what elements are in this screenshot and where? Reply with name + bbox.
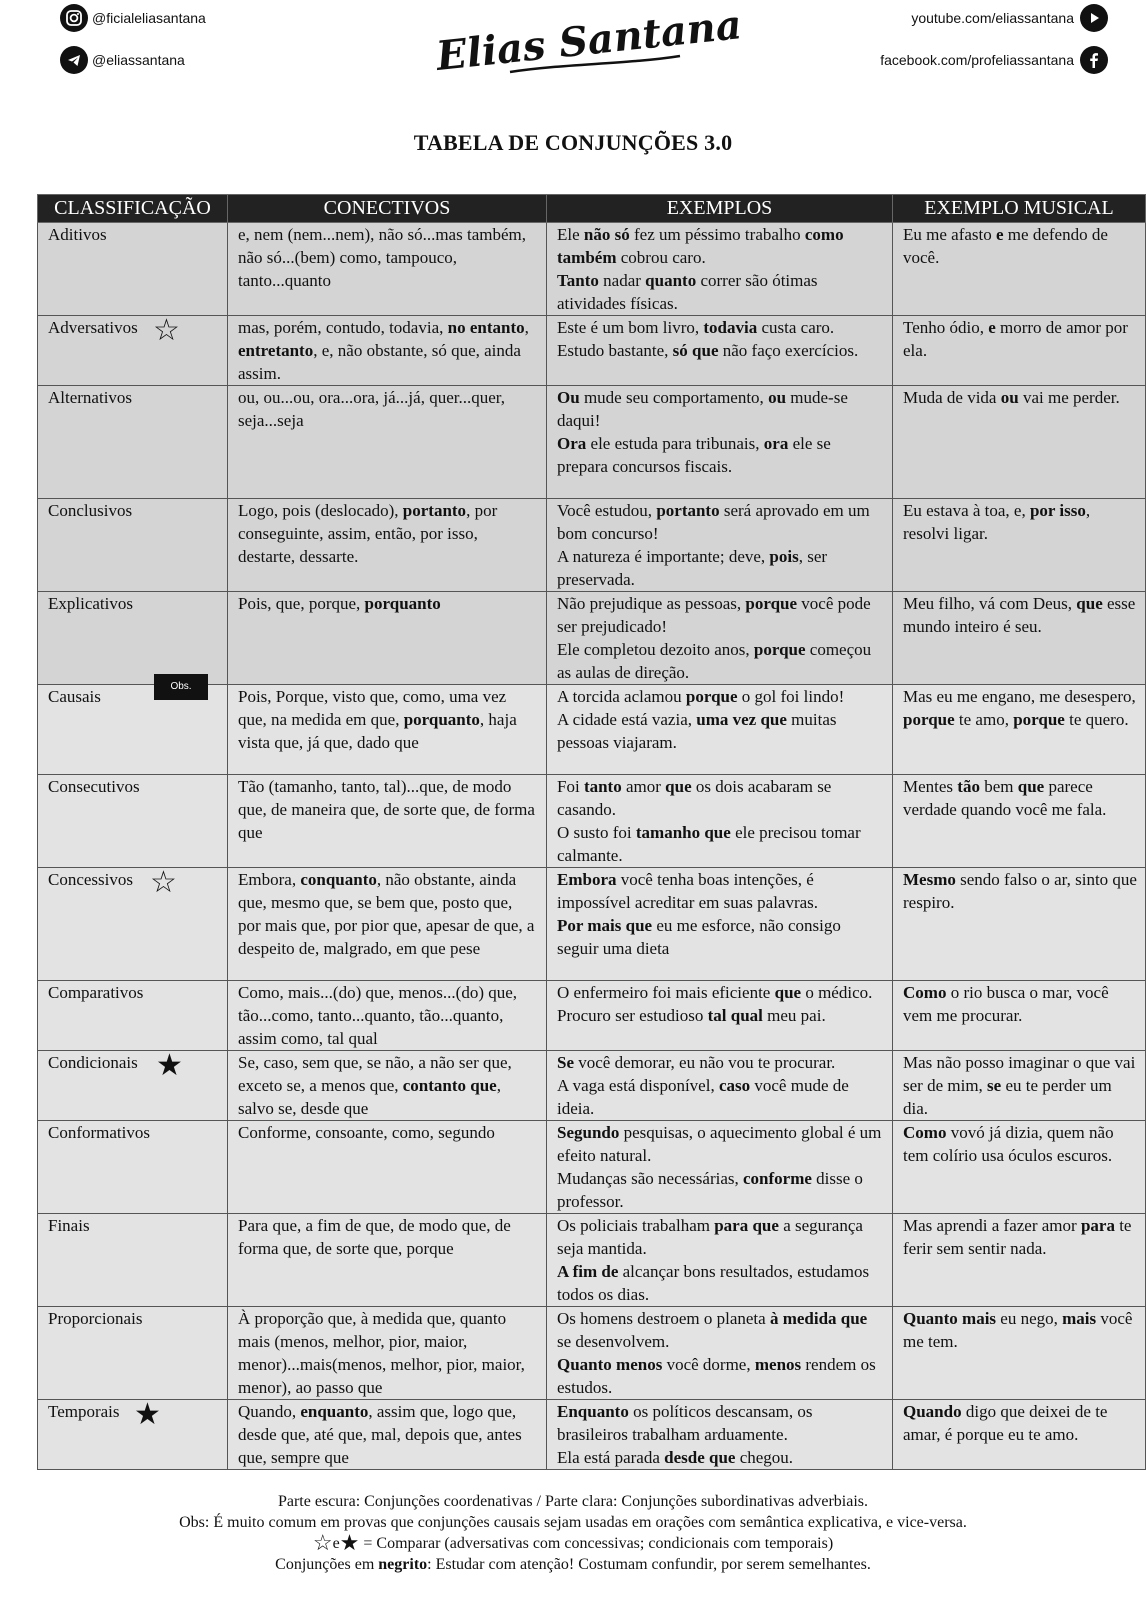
table-row: [38, 592, 1146, 685]
conectivos-cell: Conforme, consoante, como, segundo: [228, 1121, 547, 1214]
conectivos-cell: Pois, que, porque, porquanto: [228, 592, 547, 685]
classificacao-cell: [38, 1214, 228, 1307]
table-row: [38, 1307, 1146, 1400]
table-row: [38, 1051, 1146, 1121]
classificacao-label: Temporais: [48, 1402, 120, 1421]
exemplo-musical-cell: Quando digo que deixei de te amar, é porque eu te amo.: [893, 1400, 1146, 1470]
conectivos-cell: Pois, Porque, visto que, como, uma vez que, na medida em que, porquanto, haja vista que, já que, dado que: [228, 685, 547, 775]
exemplos-cell: Os homens destroem o planeta à medida que se desenvolvem. Quanto menos você dorme, menos rendem os estudos.: [547, 1307, 893, 1400]
table-row: [38, 1121, 1146, 1214]
conectivos-cell: À proporção que, à medida que, quanto mais (menos, melhor, pior, maior, menor)...mais(menos, melhor, pior, maior, menor), ao passo que: [228, 1307, 547, 1400]
exemplo-musical-cell: Mas eu me engano, me desespero, porque te amo, porque te quero.: [893, 685, 1146, 775]
exemplos-cell: Embora você tenha boas intenções, é impossível acreditar em suas palavras. Por mais que eu me esforce, não consigo seguir uma dieta: [547, 868, 893, 981]
facebook-link[interactable]: [880, 46, 1108, 74]
telegram-link[interactable]: [60, 46, 185, 74]
footer-line-4-prefix: Conjunções em: [275, 1556, 379, 1573]
classificacao-label: Explicativos: [48, 594, 133, 613]
exemplo-musical-cell: Tenho ódio, e morro de amor por ela.: [893, 316, 1146, 386]
elias-santana-logo: [434, 1, 744, 86]
col-header-exemplo-musical: EXEMPLO MUSICAL: [893, 195, 1146, 223]
exemplos-cell: Não prejudique as pessoas, porque você pode ser prejudicado! Ele completou dezoito anos, porque começou as aulas de direção.: [547, 592, 893, 685]
exemplos-cell: Ou mude seu comportamento, ou mude-se daqui! Ora ele estuda para tribunais, ora ele se prepara concursos fiscais.: [547, 386, 893, 499]
conectivos-cell: ou, ou...ou, ora...ora, já...já, quer...quer, seja...seja: [228, 386, 547, 499]
table-row: [38, 499, 1146, 592]
solid-star-icon: ★: [156, 1049, 183, 1082]
logo-text: Elias Santana: [434, 1, 744, 80]
exemplo-musical-cell: Quanto mais eu nego, mais você me tem.: [893, 1307, 1146, 1400]
exemplo-musical-cell: Mas não posso imaginar o que vai ser de mim, se eu te perder um dia.: [893, 1051, 1146, 1121]
exemplos-cell: Este é um bom livro, todavia custa caro. Estudo bastante, só que não faço exercícios.: [547, 316, 893, 386]
classificacao-cell: [38, 223, 228, 316]
facebook-url: facebook.com/profeliassantana: [880, 52, 1074, 68]
classificacao-label: Condicionais: [48, 1053, 138, 1072]
facebook-icon: [1080, 46, 1108, 74]
conectivos-cell: Logo, pois (deslocado), portanto, por conseguinte, assim, então, por isso, destarte, dessarte.: [228, 499, 547, 592]
table-row: [38, 386, 1146, 499]
exemplo-musical-cell: Eu me afasto e me defendo de você.: [893, 223, 1146, 316]
classificacao-cell: [38, 316, 228, 386]
conectivos-cell: Se, caso, sem que, se não, a não ser que, exceto se, a menos que, contanto que, salvo se, desde que: [228, 1051, 547, 1121]
classificacao-label: Consecutivos: [48, 777, 140, 796]
instagram-link[interactable]: [60, 4, 206, 32]
footer-line-2: Obs: É muito comum em provas que conjunções causais sejam usadas em orações com semântica explicativa, e vice-versa.: [179, 1514, 967, 1531]
conectivos-cell: Para que, a fim de que, de modo que, de forma que, de sorte que, porque: [228, 1214, 547, 1307]
conectivos-cell: Tão (tamanho, tanto, tal)...que, de modo que, de maneira que, de sorte que, de forma que: [228, 775, 547, 868]
col-header-classificacao: CLASSIFICAÇÃO: [38, 195, 228, 223]
instagram-handle: @ficialeliasantana: [92, 10, 206, 26]
footer-line-3-text: = Comparar (adversativas com concessivas; condicionais com temporais): [359, 1535, 834, 1552]
classificacao-cell: [38, 981, 228, 1051]
footer-line-4: [0, 1554, 1146, 1575]
classificacao-cell: [38, 386, 228, 499]
solid-star-icon: ★: [134, 1398, 161, 1431]
exemplo-musical-cell: Mas aprendi a fazer amor para te ferir sem sentir nada.: [893, 1214, 1146, 1307]
classificacao-cell: [38, 592, 228, 685]
solid-star-icon: ★: [339, 1530, 360, 1555]
exemplos-cell: Os policiais trabalham para que a segurança seja mantida. A fim de alcançar bons resultados, estudamos todos os dias.: [547, 1214, 893, 1307]
conectivos-cell: mas, porém, contudo, todavia, no entanto, entretanto, e, não obstante, só que, ainda assim.: [228, 316, 547, 386]
classificacao-cell: [38, 1051, 228, 1121]
exemplo-musical-cell: Mentes tão bem que parece verdade quando você me fala.: [893, 775, 1146, 868]
exemplo-musical-cell: Mesmo sendo falso o ar, sinto que respiro.: [893, 868, 1146, 981]
page-title: TABELA DE CONJUNÇÕES 3.0: [413, 130, 733, 155]
classificacao-label: Adversativos: [48, 318, 138, 337]
classificacao-label: Finais: [48, 1216, 90, 1235]
obs-badge[interactable]: Obs.: [154, 674, 208, 700]
classificacao-cell: [38, 868, 228, 981]
exemplos-cell: A torcida aclamou porque o gol foi lindo! A cidade está vazia, uma vez que muitas pessoas viajaram.: [547, 685, 893, 775]
conectivos-cell: Embora, conquanto, não obstante, ainda que, mesmo que, se bem que, posto que, por mais que, por pior que, apesar de que, a despeito de, malgrado, em que pese: [228, 868, 547, 981]
play-icon: [1080, 4, 1108, 32]
table-row: [38, 316, 1146, 386]
table-row: [38, 981, 1146, 1051]
conectivos-cell: Como, mais...(do) que, menos...(do) que, tão...como, tanto...quanto, tão...quanto, assim como, tal qual: [228, 981, 547, 1051]
col-header-conectivos: CONECTIVOS: [228, 195, 547, 223]
classificacao-label: Aditivos: [48, 225, 107, 244]
classificacao-label: Proporcionais: [48, 1309, 143, 1328]
classificacao-cell: [38, 1307, 228, 1400]
footer-line-3: [0, 1530, 1146, 1555]
exemplo-musical-cell: Como vovó já dizia, quem não tem colírio usa óculos escuros.: [893, 1121, 1146, 1214]
classificacao-cell: [38, 775, 228, 868]
classificacao-label: Conclusivos: [48, 501, 133, 520]
classificacao-cell: [38, 499, 228, 592]
classificacao-cell: [38, 1121, 228, 1214]
classificacao-label: Alternativos: [48, 388, 133, 407]
exemplos-cell: Você estudou, portanto será aprovado em um bom concurso! A natureza é importante; deve, pois, ser preservada.: [547, 499, 893, 592]
exemplos-cell: Se você demorar, eu não vou te procurar. A vaga está disponível, caso você mude de ideia.: [547, 1051, 893, 1121]
table-header-row: [38, 195, 1146, 223]
classificacao-label: Causais: [48, 687, 101, 706]
footer-notes: [0, 1491, 1146, 1575]
instagram-icon: [60, 4, 88, 32]
table-row: [38, 775, 1146, 868]
classificacao-label: Comparativos: [48, 983, 144, 1002]
exemplo-musical-cell: Meu filho, vá com Deus, que esse mundo inteiro é seu.: [893, 592, 1146, 685]
conectivos-cell: Quando, enquanto, assim que, logo que, desde que, até que, mal, depois que, antes que, sempre que: [228, 1400, 547, 1470]
exemplo-musical-cell: Muda de vida ou vai me perder.: [893, 386, 1146, 499]
footer-line-4-bold: negrito: [378, 1556, 428, 1573]
outline-star-icon: ☆: [312, 1530, 333, 1555]
conectivos-cell: e, nem (nem...nem), não só...mas também, não só...(bem) como, tampouco, tanto...quanto: [228, 223, 547, 316]
conjunctions-table: [37, 194, 1146, 1470]
table-row: [38, 1400, 1146, 1470]
classificacao-label: Concessivos: [48, 870, 133, 889]
exemplos-cell: Enquanto os políticos descansam, os brasileiros trabalham arduamente. Ela está parada desde que chegou.: [547, 1400, 893, 1470]
exemplos-cell: Foi tanto amor que os dois acabaram se casando. O susto foi tamanho que ele precisou tomar calmante.: [547, 775, 893, 868]
youtube-link[interactable]: [911, 4, 1108, 32]
exemplo-musical-cell: Eu estava à toa, e, por isso, resolvi ligar.: [893, 499, 1146, 592]
exemplo-musical-cell: Como o rio busca o mar, você vem me procurar.: [893, 981, 1146, 1051]
footer-line-1: Parte escura: Conjunções coordenativas / Parte clara: Conjunções subordinativas adverbiais.: [277, 1493, 869, 1510]
footer-line-3-mid: e: [332, 1535, 340, 1552]
outline-star-icon: ☆: [153, 314, 180, 347]
exemplos-cell: Ele não só fez um péssimo trabalho como também cobrou caro. Tanto nadar quanto correr são ótimas atividades físicas.: [547, 223, 893, 316]
table-row: [38, 1214, 1146, 1307]
outline-star-icon: ☆: [150, 866, 177, 899]
exemplos-cell: O enfermeiro foi mais eficiente que o médico. Procuro ser estudioso tal qual meu pai.: [547, 981, 893, 1051]
classificacao-cell: [38, 1400, 228, 1470]
youtube-url: youtube.com/eliassantana: [911, 10, 1074, 26]
telegram-icon: [60, 46, 88, 74]
classificacao-label: Conformativos: [48, 1123, 150, 1142]
telegram-handle: @eliassantana: [92, 52, 185, 68]
table-row: [38, 868, 1146, 981]
col-header-exemplos: EXEMPLOS: [547, 195, 893, 223]
footer-line-4-suffix: : Estudar com atenção! Costumam confundir, por serem semelhantes.: [427, 1556, 871, 1573]
exemplos-cell: Segundo pesquisas, o aquecimento global é um efeito natural. Mudanças são necessárias, conforme disse o professor.: [547, 1121, 893, 1214]
table-row: [38, 223, 1146, 316]
